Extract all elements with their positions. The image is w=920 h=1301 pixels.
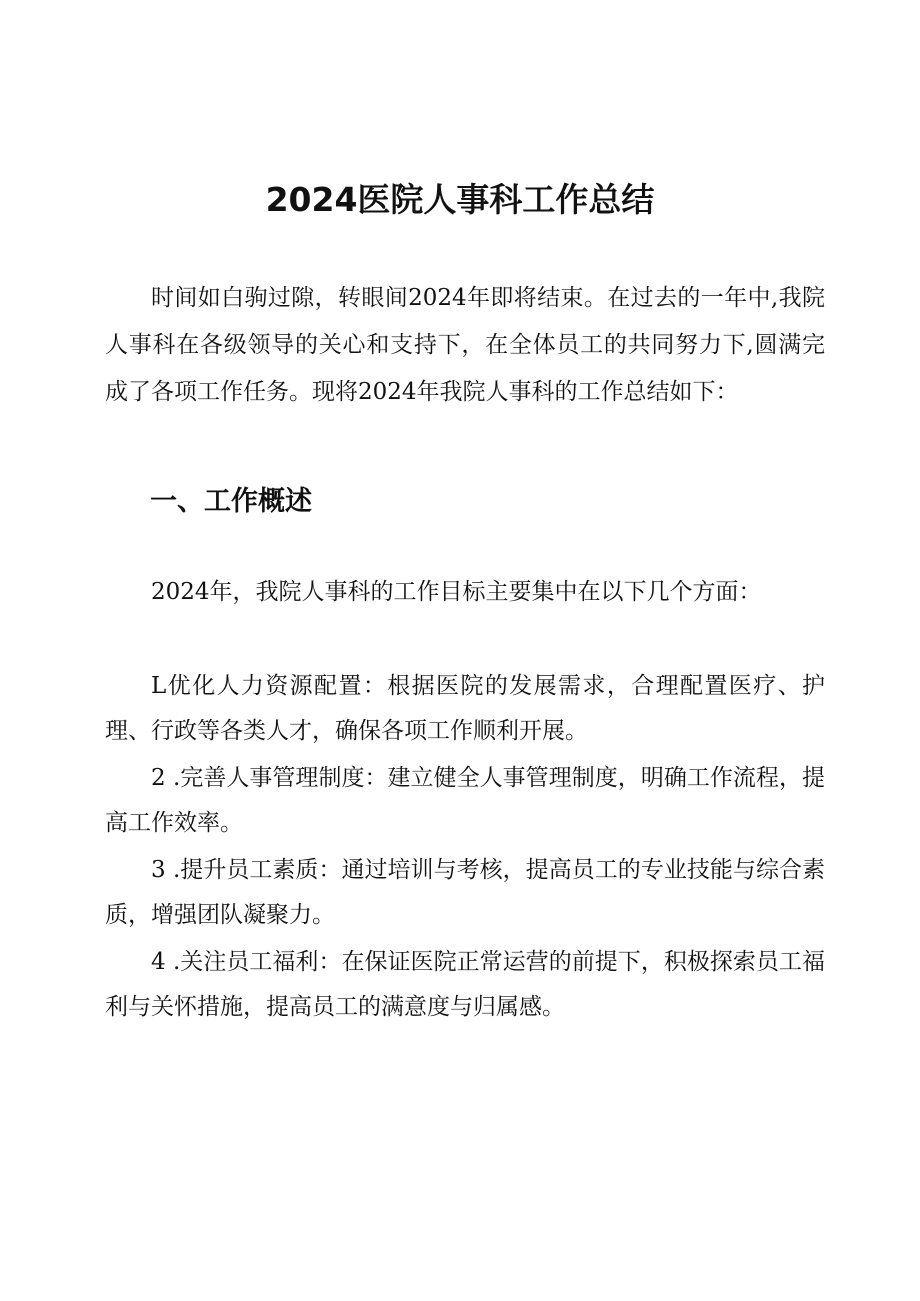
goal-item-3 — [105, 848, 825, 938]
goal-item-2 — [105, 756, 825, 846]
section-heading-overview: 一、工作概述 — [150, 486, 312, 517]
goal-text: 完善人事管理制度：建立健全人事管理制度，明确工作流程，提高工作效率。 — [105, 765, 825, 836]
goal-item-1 — [105, 664, 825, 754]
goal-text: 优化人力资源配置：根据医院的发展需求，合理配置医疗、护理、行政等各类人才，确保各项工作顺利开展。 — [105, 673, 825, 744]
goal-marker: 2 . — [151, 765, 181, 791]
intro-paragraph: 时间如白驹过隙，转眼间2024年即将结束。在过去的一年中,我院人事科在各级领导的关心和支持下，在全体员工的共同努力下,圆满完成了各项工作任务。现将2024年我院人事科的工作总结如下： — [105, 285, 825, 405]
goal-marker: 3 . — [151, 857, 181, 883]
goal-item-4 — [105, 940, 825, 1030]
section-lead-paragraph: 2024年，我院人事科的工作目标主要集中在以下几个方面： — [151, 579, 762, 605]
goal-text: 关注员工福利：在保证医院正常运营的前提下，积极探索员工福利与关怀措施，提高员工的满意度与归属感。 — [105, 949, 825, 1020]
goal-marker: L — [151, 673, 167, 699]
goal-list — [105, 664, 825, 1032]
goal-text: 提升员工素质：通过培训与考核，提高员工的专业技能与综合素质，增强团队凝聚力。 — [105, 857, 825, 928]
goal-marker: 4 . — [151, 949, 181, 975]
document-title: 2024医院人事科工作总结 — [265, 180, 655, 219]
